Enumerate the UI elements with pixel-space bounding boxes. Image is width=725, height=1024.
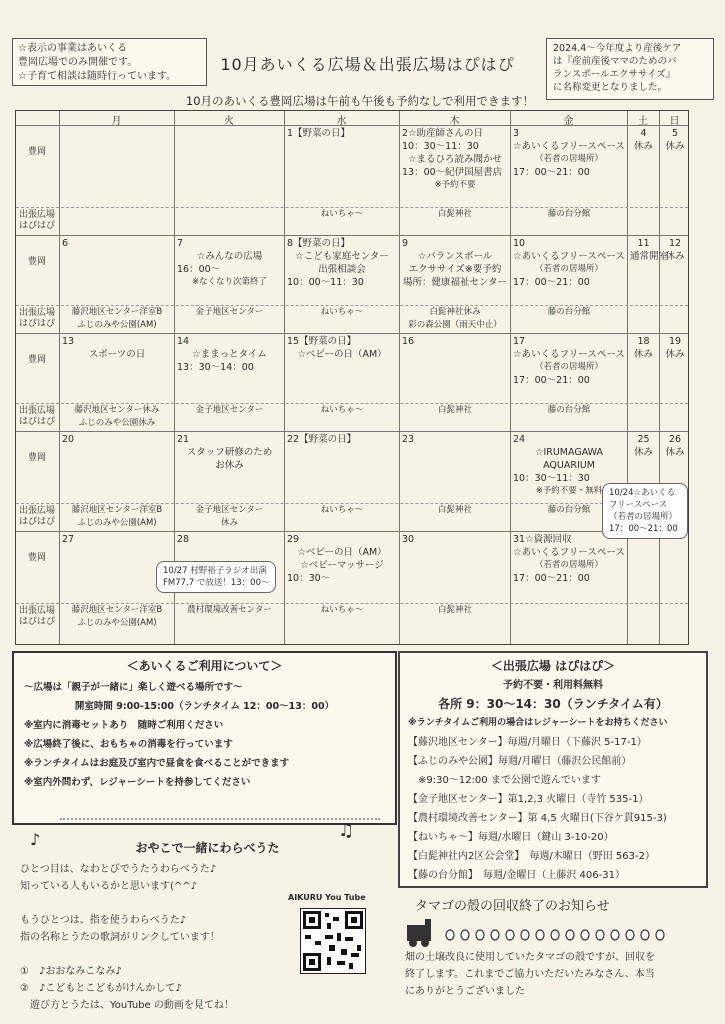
day-cell [630, 127, 657, 206]
day-cell-line: 10：30～11：30 [402, 141, 479, 152]
day-cell-line: 17 [513, 336, 526, 347]
row-label-line: 出張広場 [18, 210, 55, 220]
day-cell [62, 335, 172, 402]
outreach-cell [513, 404, 625, 417]
notice-line: に名称変更となりました。 [553, 82, 668, 93]
outreach-cell-line: ねいちゃ～ [320, 605, 364, 615]
row-label-outreach [16, 210, 58, 232]
row-label-line: 出張広場 [18, 406, 55, 416]
day-cell-line: ☆あいくるフリースペース [513, 547, 625, 558]
day-cell-line: ☆バランスボール [417, 251, 493, 262]
column-divider [627, 111, 628, 644]
outreach-cell-line: ふじのみや公園(AM) [77, 618, 157, 628]
day-cell-line: 17：00～21：00 [513, 573, 590, 584]
day-cell [630, 335, 657, 402]
usage-item: ※室内に消毒セットあり 随時ご利用ください [24, 720, 224, 731]
calendar-table [15, 110, 689, 645]
day-cell-line: 休み [633, 447, 653, 458]
day-cell-line: （若者の居場所） [534, 560, 603, 570]
outreach-cell [62, 306, 172, 332]
outreach-cell [177, 404, 282, 417]
bubble-line: フリースペース [609, 500, 668, 510]
bubble-line: （若者の居場所） [609, 512, 678, 522]
day-cell [513, 237, 625, 304]
song-line: 指の名称とうたの歌詞がリンクしています！ [20, 932, 220, 943]
day-cell-line: ☆こども家庭センター [295, 251, 389, 262]
row-divider [16, 431, 688, 432]
row-label-line: はぴはぴ [18, 517, 55, 527]
day-cell-line: 18 [637, 336, 650, 347]
outreach-place: 【農村環境改善センター】第 4,5 火曜日(下谷ケ貫915-3) [408, 813, 667, 824]
day-cell-line: ☆まるひろ読み聞かせ [407, 154, 503, 165]
day-cell-line: 6 [62, 238, 69, 249]
youtube-qr-code[interactable] [300, 908, 366, 974]
outreach-cell-line: 藤の台分館 [547, 405, 591, 415]
day-header: 木 [449, 116, 460, 127]
outreach-cell-line: ねいちゃ～ [320, 307, 364, 317]
notice-line: 豊岡広場でのみ開催です。 [18, 57, 138, 68]
outreach-place: 【ふじのみや公園】毎週/月曜日（藤沢公民館前） [408, 756, 632, 767]
outreach-cell-line: 藤の台分館 [547, 307, 591, 317]
outreach-cell-line: 白髭神社 [437, 505, 472, 515]
day-cell-line: 場所：健康福祉センター [402, 277, 508, 288]
day-cell-line: 1【野菜の日】 [287, 128, 351, 139]
outreach-title: ＜出張広場 はぴはぴ＞ [490, 659, 616, 673]
day-cell-line: 20 [62, 434, 75, 445]
day-cell [177, 335, 282, 402]
outreach-cell-line: 白髭神社 [437, 605, 472, 615]
outreach-cell-line: 農村環境改善センター [187, 605, 272, 615]
day-cell [62, 127, 172, 206]
day-cell [662, 533, 688, 602]
day-cell [402, 533, 508, 602]
page-subtitle: 10月のあいくる豊岡広場は午前も午後も予約なしで利用できます！ [185, 94, 535, 108]
day-cell-line: 24 [513, 434, 526, 445]
outreach-cell-line: 藤の台分館 [547, 505, 591, 515]
outreach-cell [287, 604, 397, 617]
day-cell-line: 13：30～14：00 [177, 362, 254, 373]
song-line: ひとつ目は、なわとびでうたうわらべうた♪ [20, 864, 217, 875]
day-cell-line: 休み [633, 141, 653, 152]
day-cell [287, 335, 397, 402]
day-cell-line: 休み [665, 447, 685, 458]
day-cell [287, 533, 397, 602]
row-label-outreach [16, 308, 58, 330]
qr-label: AIKURU You Tube [288, 893, 366, 902]
outreach-cell-line: 金子地区センター [195, 405, 264, 415]
outreach-cell-line: 白髭神社休み [429, 307, 481, 317]
day-cell [662, 237, 688, 304]
row-label-main: 豊岡 [27, 147, 46, 157]
day-cell [630, 533, 657, 602]
row-label-line: はぴはぴ [18, 617, 55, 627]
day-cell-line: AQUARIUM [543, 460, 595, 471]
day-cell-line: 9 [402, 238, 409, 249]
outreach-cell [62, 504, 172, 530]
day-cell-line: 10：30～ [287, 573, 331, 584]
day-cell-line: お休み [215, 460, 244, 471]
song-line: ① ♪おおなみこなみ♪ [20, 966, 122, 977]
usage-item: ※広場終了後に、おもちゃの消毒を行っています [24, 739, 233, 750]
outreach-cell-line: 彩の森公園（雨天中止） [408, 320, 502, 330]
day-cell [662, 335, 688, 402]
day-header: 日 [669, 116, 680, 127]
day-cell [177, 433, 282, 502]
usage-slogan: ～広場は「親子が一緒に」楽しく遊べる場所です～ [24, 682, 243, 693]
day-cell [662, 127, 688, 206]
outreach-cell-line: ねいちゃ～ [320, 209, 364, 219]
day-cell [287, 127, 397, 206]
song-line: 遊び方とうたは、YouTube の動画を見てね！ [20, 1000, 234, 1011]
day-cell-line: （若者の居場所） [534, 154, 603, 164]
outreach-cell-line: 金子地区センター [195, 307, 264, 317]
bubble-line: 10/27 村野裕子ラジオ出演 [163, 566, 267, 576]
day-cell-line: 13：00～紀伊国屋書店 [402, 167, 503, 178]
day-cell-line: 休み [665, 349, 685, 360]
outreach-place: 【白髭神社内2区公会堂】 毎週/木曜日（野田 563-2） [408, 851, 655, 862]
day-cell-line: 31☆資源回収 [513, 534, 572, 545]
egg-shell-notice [405, 898, 710, 1000]
day-cell-line: 10 [513, 238, 526, 249]
day-cell-line: スタッフ研修のため [186, 447, 273, 458]
day-cell-line: ☆ベビーマッサージ [300, 560, 384, 571]
day-cell-line: 8【野菜の日】 [287, 238, 351, 249]
egg-notice-title: タマゴの殻の回収終了のお知らせ [415, 899, 610, 914]
outreach-cell-line: ねいちゃ～ [320, 405, 364, 415]
row-divider [16, 531, 688, 532]
day-cell-line: 30 [402, 534, 415, 545]
row-label-line: 出張広場 [18, 606, 55, 616]
day-cell-line: 15【野菜の日】 [287, 336, 357, 347]
day-cell-line: 17：00～21：00 [513, 277, 590, 288]
outreach-cell-line: ねいちゃ～ [320, 505, 364, 515]
outreach-cell [513, 306, 625, 319]
outreach-cell-line: 金子地区センター [195, 505, 264, 515]
music-note-icon: ♪ [30, 830, 41, 849]
radio-announcement-bubble [156, 561, 276, 593]
music-note-icon: ♫ [338, 820, 355, 841]
day-cell-line: 29 [287, 534, 300, 545]
day-header: 土 [638, 116, 648, 127]
usage-item: ※ランチタイムはお庭及び室内で昼食を食べることができます [24, 758, 290, 769]
day-cell [287, 433, 397, 502]
outreach-cell [62, 404, 172, 430]
train-illustration [405, 915, 710, 949]
outreach-cell [402, 504, 508, 517]
day-header: 火 [224, 116, 234, 127]
day-cell [287, 237, 397, 304]
row-label-main: 豊岡 [27, 257, 46, 267]
song-line: ② ♪こどもとこどもがけんかして♪ [20, 983, 182, 994]
day-cell-line: 3 [513, 128, 520, 139]
outreach-place: 【藤の台分館】 毎週/金曜日（上藤沢 406-31） [408, 870, 625, 881]
day-cell [402, 335, 508, 402]
outreach-cell [287, 208, 397, 221]
outreach-cell [177, 604, 282, 617]
day-cell-line: 19 [668, 336, 682, 347]
day-cell-line: 16：00～ [177, 264, 221, 275]
column-divider [510, 111, 511, 644]
outreach-place: 【ねいちゃ～】毎週/水曜日（鍵山 3-10-20） [408, 832, 614, 843]
day-cell-line: スポーツの日 [88, 349, 146, 360]
day-cell-line: 10：30～11：30 [513, 473, 590, 484]
day-cell-line: 出張相談会 [318, 264, 366, 275]
outreach-cell [62, 604, 172, 630]
egg-notice-line: 終了します。これまでご協力いただいたみなさん、本当 [405, 969, 655, 980]
day-cell-line: ※予約不要・無料 [535, 486, 603, 496]
day-header: 金 [563, 116, 574, 127]
outreach-cell [287, 306, 397, 319]
day-cell-line: （若者の居場所） [534, 264, 603, 274]
bubble-line: FM77.7 で放送！13：00～ [163, 578, 270, 588]
row-label-outreach [16, 506, 58, 528]
notice-line: ☆表示の事業はあいくる [18, 43, 127, 54]
day-cell [62, 433, 172, 502]
day-cell [402, 237, 508, 304]
column-divider [59, 111, 60, 644]
row-divider [16, 235, 688, 236]
row-label-line: 出張広場 [18, 308, 55, 318]
usage-hours: 開室時間 9:00-15:00（ランチタイム 12：00～13：00） [74, 701, 335, 712]
day-cell-line: ☆みんなの広場 [196, 251, 263, 262]
outreach-cell-line: 休み [220, 518, 238, 528]
outreach-cell [402, 604, 508, 617]
outreach-cell [513, 208, 625, 221]
outreach-cell [402, 208, 508, 221]
notice-box-left [12, 38, 207, 86]
outreach-cell [287, 404, 397, 417]
row-divider [16, 333, 688, 334]
notice-line: 2024.4～今年度より産後ケア [553, 43, 682, 54]
day-cell-line: ☆あいくるフリースペース [513, 141, 625, 152]
outreach-cell-line: ふじのみや公園(AM) [77, 518, 157, 528]
day-cell [513, 127, 625, 206]
outreach-cell-line: 白髭神社 [437, 209, 472, 219]
day-cell-line: 16 [402, 336, 415, 347]
row-label-main: 豊岡 [27, 553, 46, 563]
outreach-cell-line: 藤沢地区センター洋室B [71, 605, 163, 615]
column-divider [659, 111, 660, 644]
day-cell [402, 433, 508, 502]
day-cell-line: 13 [62, 336, 75, 347]
day-header: 水 [336, 116, 347, 127]
usage-title: ＜あいくるご利用について＞ [126, 659, 283, 673]
usage-item: ※室内外問わず、レジャーシートを持参してください [24, 777, 251, 788]
day-cell-line: 27 [62, 534, 75, 545]
day-cell-line: ☆あいくるフリースペース [513, 251, 625, 262]
day-cell-line: ☆ベビーの日（AM） [297, 547, 387, 558]
day-cell-line: 通常開室 [630, 251, 669, 262]
notice-line: は『産前産後ママのためのバ [553, 56, 677, 67]
day-cell-line: 14 [177, 336, 190, 347]
day-cell-line: 4 [640, 128, 647, 139]
outreach-cell-line: ふじのみや公園(AM) [77, 320, 157, 330]
notice-box-right [546, 38, 714, 100]
outreach-cell-line: 藤沢地区センター休み [74, 405, 160, 415]
day-cell [630, 237, 669, 304]
outreach-hours: 各所 9：30～14：30（ランチタイム有） [438, 697, 668, 711]
day-cell [177, 237, 282, 304]
day-cell-line: 7 [177, 238, 184, 249]
song-title: おやこで一緒にわらべうた [135, 841, 280, 855]
day-cell-line: 22【野菜の日】 [287, 434, 357, 445]
row-label-line: はぴはぴ [18, 221, 55, 231]
outreach-cell-line: 藤の台分館 [547, 209, 591, 219]
day-cell [177, 127, 282, 206]
song-line: もうひとつは、指を使うわらべうた♪ [20, 915, 187, 926]
day-cell-line: 5 [671, 128, 679, 139]
day-cell-line: 25 [637, 434, 650, 445]
day-cell [513, 335, 625, 402]
egg-notice-line: にありがとうございました [405, 986, 525, 997]
day-cell-line: 11 [637, 238, 650, 249]
outreach-cell [402, 404, 508, 417]
row-label-line: はぴはぴ [18, 417, 55, 427]
row-label-outreach [16, 406, 58, 428]
row-label-main: 豊岡 [27, 453, 46, 463]
day-cell-line: ☆ままっとタイム [192, 349, 267, 360]
outreach-cell-line: 藤沢地区センター洋室B [71, 307, 163, 317]
outreach-cell [177, 504, 282, 530]
day-cell-line: 26 [668, 434, 682, 445]
outreach-cell [402, 306, 508, 332]
notice-line: ☆子育て相談は随時行っています。 [18, 71, 177, 82]
decorative-divider [60, 818, 380, 832]
day-cell-line: ※予約不要 [434, 180, 476, 190]
outreach-cell [177, 306, 282, 319]
outreach-info-box [398, 651, 708, 888]
outreach-lunch-note: ※ランチタイムご利用の場合はレジャーシートをお持ちください [408, 718, 668, 728]
day-cell [402, 127, 508, 206]
outreach-place: 【藤沢地区センター】毎週/月曜日（下藤沢 5-17-1） [408, 737, 647, 748]
day-header: 月 [111, 116, 122, 127]
day-cell-line: エクササイズ※要予約 [408, 264, 502, 275]
day-cell-line: 17：00～21：00 [513, 167, 590, 178]
day-cell-line: ※なくなり次第終了 [191, 277, 268, 287]
day-cell-line: （若者の居場所） [534, 362, 603, 372]
day-cell-line: 休み [633, 349, 653, 360]
outreach-note: 予約不要・利用料無料 [503, 680, 603, 691]
row-label-line: はぴはぴ [18, 319, 55, 329]
usage-info-box [12, 651, 397, 825]
outreach-cell-line: ふじのみや公園休み [78, 418, 156, 428]
bubble-line: 17：00～21：00 [609, 524, 678, 534]
day-cell [513, 533, 625, 602]
day-cell-line: 休み [665, 251, 685, 262]
day-cell-line: 23 [402, 434, 415, 445]
day-cell-line: 21 [177, 434, 190, 445]
row-label-line: 出張広場 [18, 506, 55, 516]
day-cell-line: 2☆助産師さんの日 [402, 128, 484, 139]
notice-line: ランスボールエクササイズ』 [553, 69, 676, 80]
bubble-line: 10/24☆あいくる [609, 488, 676, 498]
day-cell [62, 237, 172, 304]
outreach-cell-line: 藤沢地区センター洋室B [71, 505, 163, 515]
row-label-main: 豊岡 [27, 355, 46, 365]
day-cell-line: ☆あいくるフリースペース [513, 349, 625, 360]
free-space-bubble [602, 483, 688, 539]
day-cell-line: ☆IRUMAGAWA [534, 447, 604, 458]
outreach-cell [287, 504, 397, 517]
egg-notice-line: 畑の土壌改良に使用していたタマゴの殻ですが、回収を [405, 952, 655, 963]
outreach-place: 【金子地区センター】第1,2,3 火曜日（寺竹 535-1） [408, 794, 649, 805]
day-cell-line: ☆ベビーの日（AM） [297, 349, 387, 360]
day-cell-line: 12 [668, 238, 682, 249]
outreach-place: ※9:30～12:00 まで公園で遊んでいます [408, 775, 601, 786]
outreach-cell-line: 白髭神社 [437, 405, 472, 415]
day-cell-line: 休み [665, 141, 685, 152]
song-line: 知っている人もいるかと思います(^^♪ [20, 881, 198, 892]
page-title: 10月あいくる広場＆出張広場はぴはぴ [220, 55, 515, 74]
column-divider [284, 111, 285, 644]
day-cell-line: 28 [177, 534, 190, 545]
day-cell-line: 10：00～11：30 [287, 277, 364, 288]
row-label-outreach [16, 606, 58, 628]
column-divider [399, 111, 400, 644]
day-cell-line: 17：00～21：00 [513, 375, 590, 386]
